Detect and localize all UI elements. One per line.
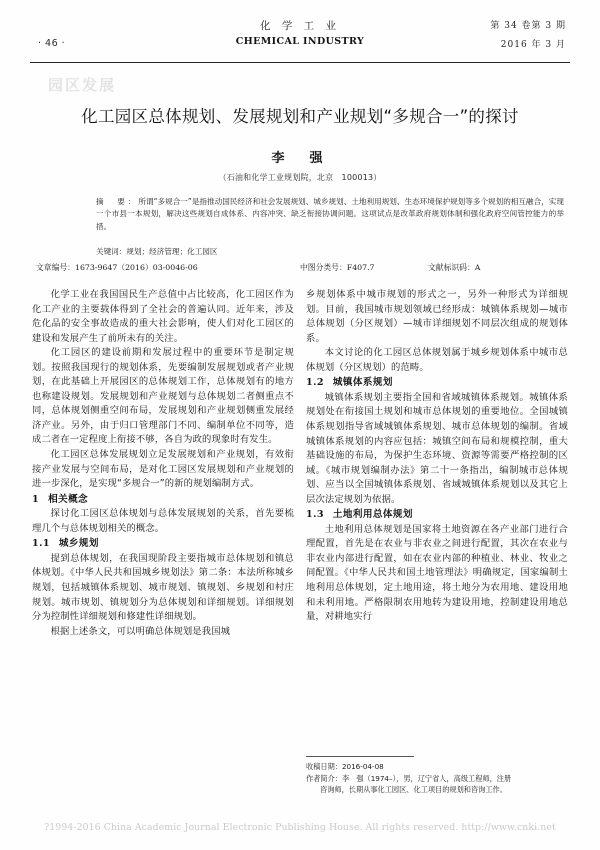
author-bio-line-2: 咨询师，长期从事化工园区、化工项目的规划和咨询工作。 <box>320 785 507 795</box>
body-paragraph: 化工园区总体发展规划立足发展规划和产业规划，有效衔接产业发展与空间布局，是对化工园区发展规划和产业规划的进一步深化，是实现“多规合一”的新的规划编制方式。 <box>32 449 294 490</box>
section-heading <box>306 507 568 523</box>
section-heading-text: 城乡规划 <box>58 538 99 550</box>
section-number: 1.3 <box>306 509 324 521</box>
section-heading <box>306 375 568 391</box>
body-paragraph: 本文讨论的化工园区总体规划属于城乡规划体系中城市总体规划（分区规划）的范畴。 <box>306 347 568 373</box>
issue-info <box>490 17 566 55</box>
section-watermark: 园区发展 <box>48 76 117 94</box>
section-heading-text: 城镇体系规划 <box>332 377 393 389</box>
keywords-text: 规划；经济管理；化工园区 <box>126 247 218 256</box>
abstract-block <box>96 196 564 233</box>
volume-issue: 第 34 卷第 3 期 <box>490 21 566 31</box>
issue-date: 2016 年 3 月 <box>500 40 566 50</box>
journal-title-en: CHEMICAL INDUSTRY <box>235 36 365 47</box>
document-code: 文献标识码：A <box>428 263 481 272</box>
section-heading <box>32 492 294 508</box>
section-heading-text: 土地利用总体规划 <box>332 509 413 521</box>
keywords-label: 关键词： <box>96 247 127 256</box>
body-paragraph: 探讨化工园区总体规划与总体发展规划的关系，首先要梳理几个与总体规划相关的概念。 <box>32 508 294 534</box>
author-affiliation: （石油和化学工业规划院，北京 100013） <box>218 173 382 182</box>
body-paragraph: 乡规划体系中城市规划的形式之一，另外一种形式为详细规划。目前，我国城市规划领域已经形成：城镇体系规划—城市总体规划（分区规划）—城市详细规划不同层次组成的规划体系。 <box>306 289 568 344</box>
body-column-right <box>306 288 568 625</box>
abstract-text: 所谓“多规合一”是指推动国民经济和社会发展规划、城乡规划、土地利用规划、生态环境保护规划等多个规划的相互融合，实现一个市县一本规划，解决这些规划自成体系、内容冲突、缺乏衔接协调问题。这项试点是改革政府规划体制和强化政府空间管控能力的举措。 <box>96 197 564 231</box>
section-number: 1.1 <box>32 538 50 550</box>
author-bio-line-1: 作者简介：李 强（1974–），男，辽宁省人，高级工程师，注册 <box>306 773 512 783</box>
page-folio: · 46 · <box>38 38 66 49</box>
journal-title-cn: 化 学 工 业 <box>259 20 340 32</box>
section-heading <box>32 536 294 552</box>
section-number: 1 <box>32 493 40 505</box>
keywords-block <box>96 246 564 258</box>
body-paragraph: 提到总体规划，在我国现阶段主要指城市总体规划和镇总体规划。《中华人民共和国城乡规划法》第二条：本法所称城乡规划，包括城镇体系规划、城市规划、镇规划、乡规划和村庄规划。城市规划、镇规划分为总体规划和详细规划。详细规划分为控制性详细规划和修建性详细规划。 <box>32 552 294 623</box>
received-date: 收稿日期：2016-04-08 <box>306 762 384 771</box>
body-paragraph: 根据上述条文，可以明确总体规划是我国城 <box>50 625 231 637</box>
body-paragraph: 化学工业在我国国民生产总值中占比较高，化工园区作为化工产业的主要载体得到了全社会的普遍认同。近年来，涉及危化品的安全事故造成的重大社会影响，使人们对化工园区的建设和发展产生了前所未有的关注。 <box>32 289 294 344</box>
author-name: 李 强 <box>271 151 329 166</box>
body-paragraph: 土地利用总体规划是国家将土地资源在各产业部门进行合理配置，首先是在农业与非农业之间进行配置，其次在农业与非农业内部进行配置，如在农业内部的种植业、林业、牧业之间配置。《中华人民共和国土地管理法》明确规定，国家编制土地利用总体规划，定土地用途，将土地分为农用地、建设用地和未利用地。严格限制农用地转为建设用地，控制建设用地总量，对耕地实行 <box>306 523 568 623</box>
page-title: 化工园区总体规划、发展规划和产业规划“多规合一”的探讨 <box>81 107 519 126</box>
body-column-left <box>32 288 294 639</box>
footnote-divider <box>306 756 414 757</box>
body-paragraph: 化工园区的建设前期和发展过程中的重要环节是制定规划。按照我国现行的规划体系，先要编制发展规划或者产业规划，在此基础上开展园区的总体规划工作，总体规划有的地方也称建设规划。发展规划和产业规划与总体规划二者侧重点不同，总体规划侧重空间布局，发展规划和产业规划侧重发展经济产业。另外，由于归口管理部门不同、编制单位不同等，造成二者在一定程度上衔接不够，各自为政的现象时有发生。 <box>32 347 294 446</box>
header-divider <box>30 62 570 63</box>
running-head <box>30 16 570 60</box>
section-heading-text: 相关概念 <box>48 493 89 505</box>
copyright-footer: ?1994-2016 China Academic Journal Electronic Publishing House. All rights reserved. http://www.cnki.net <box>44 822 556 833</box>
clc-number: 中图分类号：F407.7 <box>300 263 375 272</box>
footnote-block <box>306 761 568 796</box>
section-number: 1.2 <box>306 377 324 389</box>
body-paragraph: 城镇体系规划主要指全国和省域城镇体系规划。城镇体系规划处在衔接国土规划和城市总体规划的重要地位。全国城镇体系规划指导省域城镇体系规划、城市总体规划的编制。省域城镇体系规划的内容应包括：城镇空间布局和规模控制，重大基础设施的布局，为保护生态环境、资源等需要严格控制的区域。《城市规划编制办法》第二十一条指出，编制城市总体规划、应当以全国城镇体系规划、省域城镇体系规划以及其它上层次法定规划为依据。 <box>306 391 568 505</box>
abstract-label: 摘 要： <box>96 197 139 206</box>
article-number: 文章编号：1673-9647（2016）03-0046-06 <box>36 263 198 272</box>
